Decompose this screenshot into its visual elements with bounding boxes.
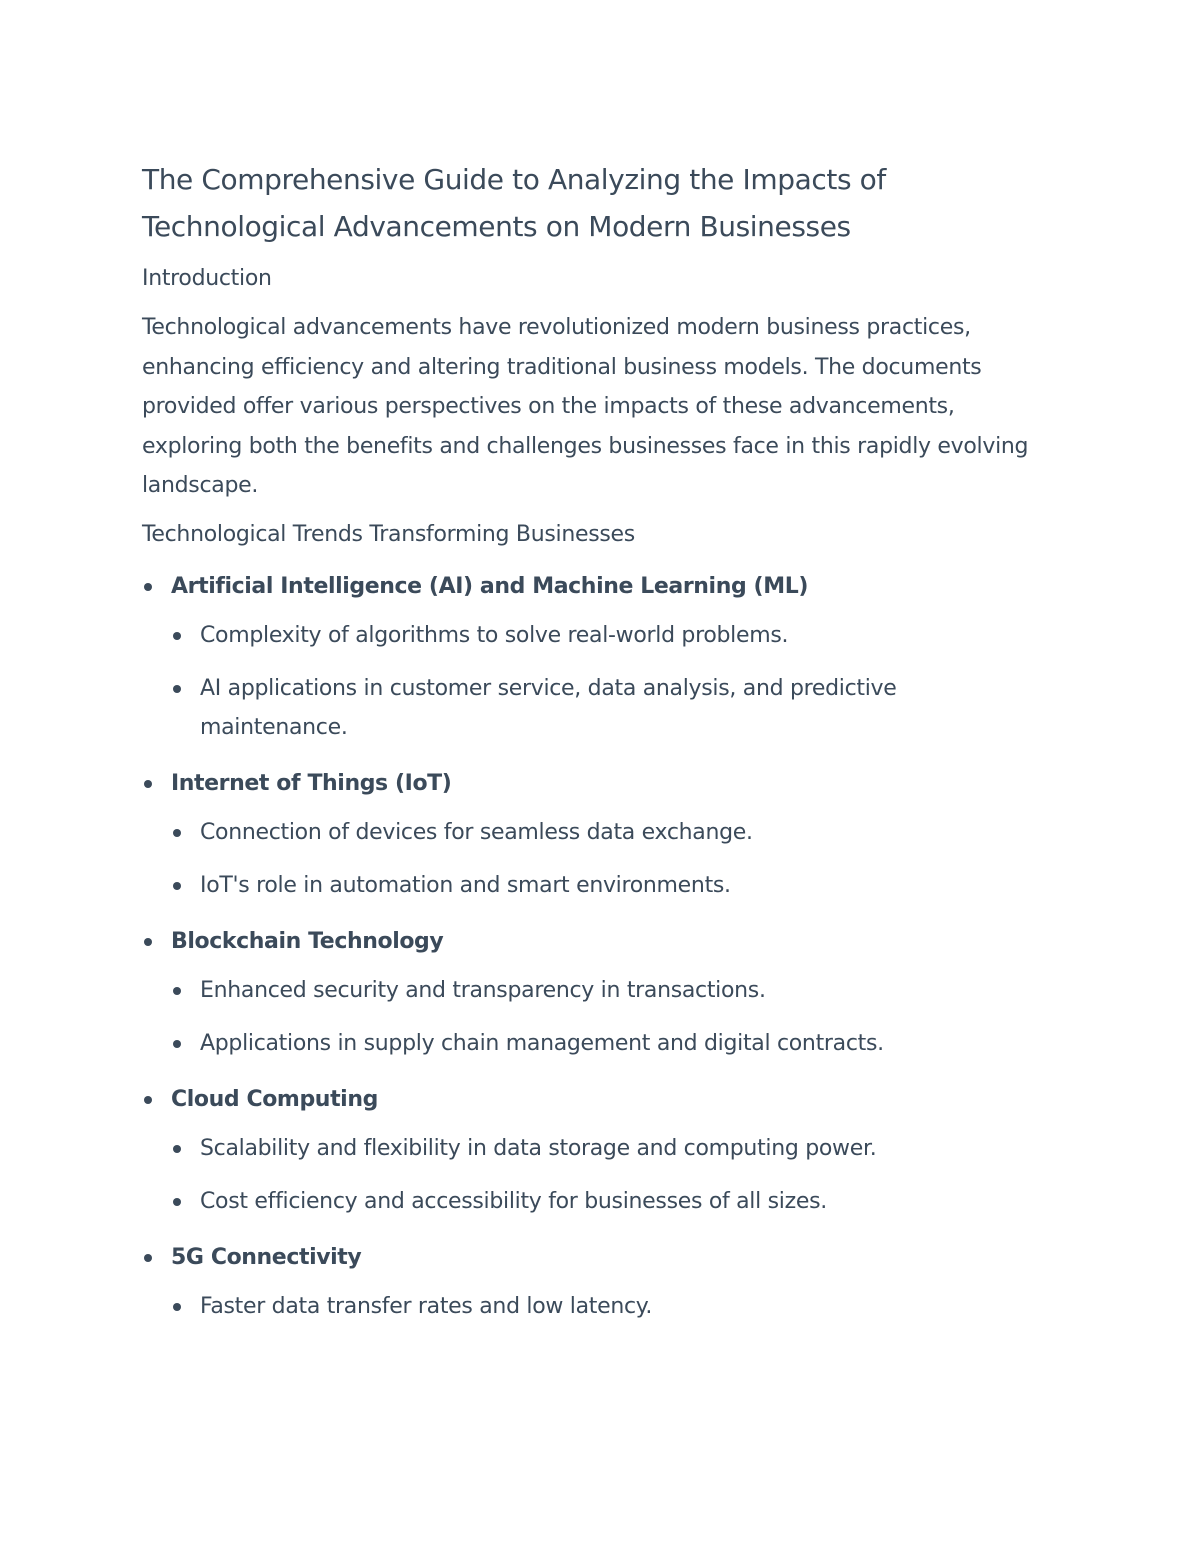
list-item-text: Faster data transfer rates and low latency. bbox=[200, 1293, 653, 1319]
list-item-text: Cost efficiency and accessibility for businesses of all sizes. bbox=[200, 1188, 827, 1214]
topic-cloud-items bbox=[171, 1129, 1042, 1221]
topic-ai-ml-items bbox=[171, 616, 1042, 747]
topic-5g bbox=[142, 1243, 1042, 1326]
bullet-icon bbox=[173, 1303, 181, 1311]
bullet-icon bbox=[144, 938, 152, 946]
bullet-icon bbox=[144, 1254, 152, 1262]
list-item bbox=[171, 1129, 990, 1168]
list-item bbox=[171, 866, 990, 905]
bullet-icon bbox=[173, 829, 181, 837]
bullet-icon bbox=[173, 685, 181, 693]
trend-list bbox=[142, 572, 1042, 1326]
topic-blockchain-items bbox=[171, 971, 1042, 1063]
topic-cloud bbox=[142, 1085, 1042, 1221]
bullet-icon bbox=[173, 632, 181, 640]
bullet-icon bbox=[144, 583, 152, 591]
bullet-icon bbox=[173, 1198, 181, 1206]
bullet-icon bbox=[173, 1145, 181, 1153]
list-item-text: Scalability and flexibility in data storage and computing power. bbox=[200, 1135, 877, 1161]
list-item-text: AI applications in customer service, data analysis, and predictive maintenance. bbox=[200, 675, 897, 740]
bullet-icon bbox=[144, 1096, 152, 1104]
intro-paragraph: Technological advancements have revolutionized modern business practices, enhancing efficiency and altering traditional business models. The documents provided offer various perspectives on the impacts of these advancements, exploring both the benefits and challenges businesses face in this rapidly evolving landscape. bbox=[142, 315, 1029, 498]
topic-5g-items bbox=[171, 1287, 1042, 1326]
bullet-icon bbox=[173, 987, 181, 995]
list-item bbox=[171, 1182, 990, 1221]
topic-label: Cloud Computing bbox=[171, 1086, 378, 1112]
topic-iot-items bbox=[171, 813, 1042, 905]
list-item-text: Complexity of algorithms to solve real-world problems. bbox=[200, 622, 789, 648]
topic-iot bbox=[142, 769, 1042, 905]
bullet-icon bbox=[144, 780, 152, 788]
list-item bbox=[171, 971, 990, 1010]
list-item bbox=[171, 1287, 990, 1326]
topic-label: Internet of Things (IoT) bbox=[171, 770, 452, 796]
intro-heading: Introduction bbox=[142, 266, 272, 291]
topic-label: Artificial Intelligence (AI) and Machine Learning (ML) bbox=[171, 573, 808, 599]
topic-label: 5G Connectivity bbox=[171, 1244, 362, 1270]
bullet-icon bbox=[173, 882, 181, 890]
topic-label: Blockchain Technology bbox=[171, 928, 444, 954]
document-title: The Comprehensive Guide to Analyzing the Impacts of Technological Advancements on Modern Businesses bbox=[142, 163, 886, 243]
list-item bbox=[171, 1024, 990, 1063]
topic-blockchain bbox=[142, 927, 1042, 1063]
topic-ai-ml bbox=[142, 572, 1042, 747]
list-item-text: IoT's role in automation and smart environments. bbox=[200, 872, 731, 898]
list-item-text: Applications in supply chain management and digital contracts. bbox=[200, 1030, 884, 1056]
document-page bbox=[142, 156, 1042, 1326]
list-item bbox=[171, 669, 990, 747]
trends-heading: Technological Trends Transforming Businesses bbox=[142, 521, 635, 547]
list-item-text: Enhanced security and transparency in transactions. bbox=[200, 977, 766, 1003]
list-item bbox=[171, 813, 990, 852]
bullet-icon bbox=[173, 1040, 181, 1048]
list-item-text: Connection of devices for seamless data exchange. bbox=[200, 819, 753, 845]
list-item bbox=[171, 616, 990, 655]
